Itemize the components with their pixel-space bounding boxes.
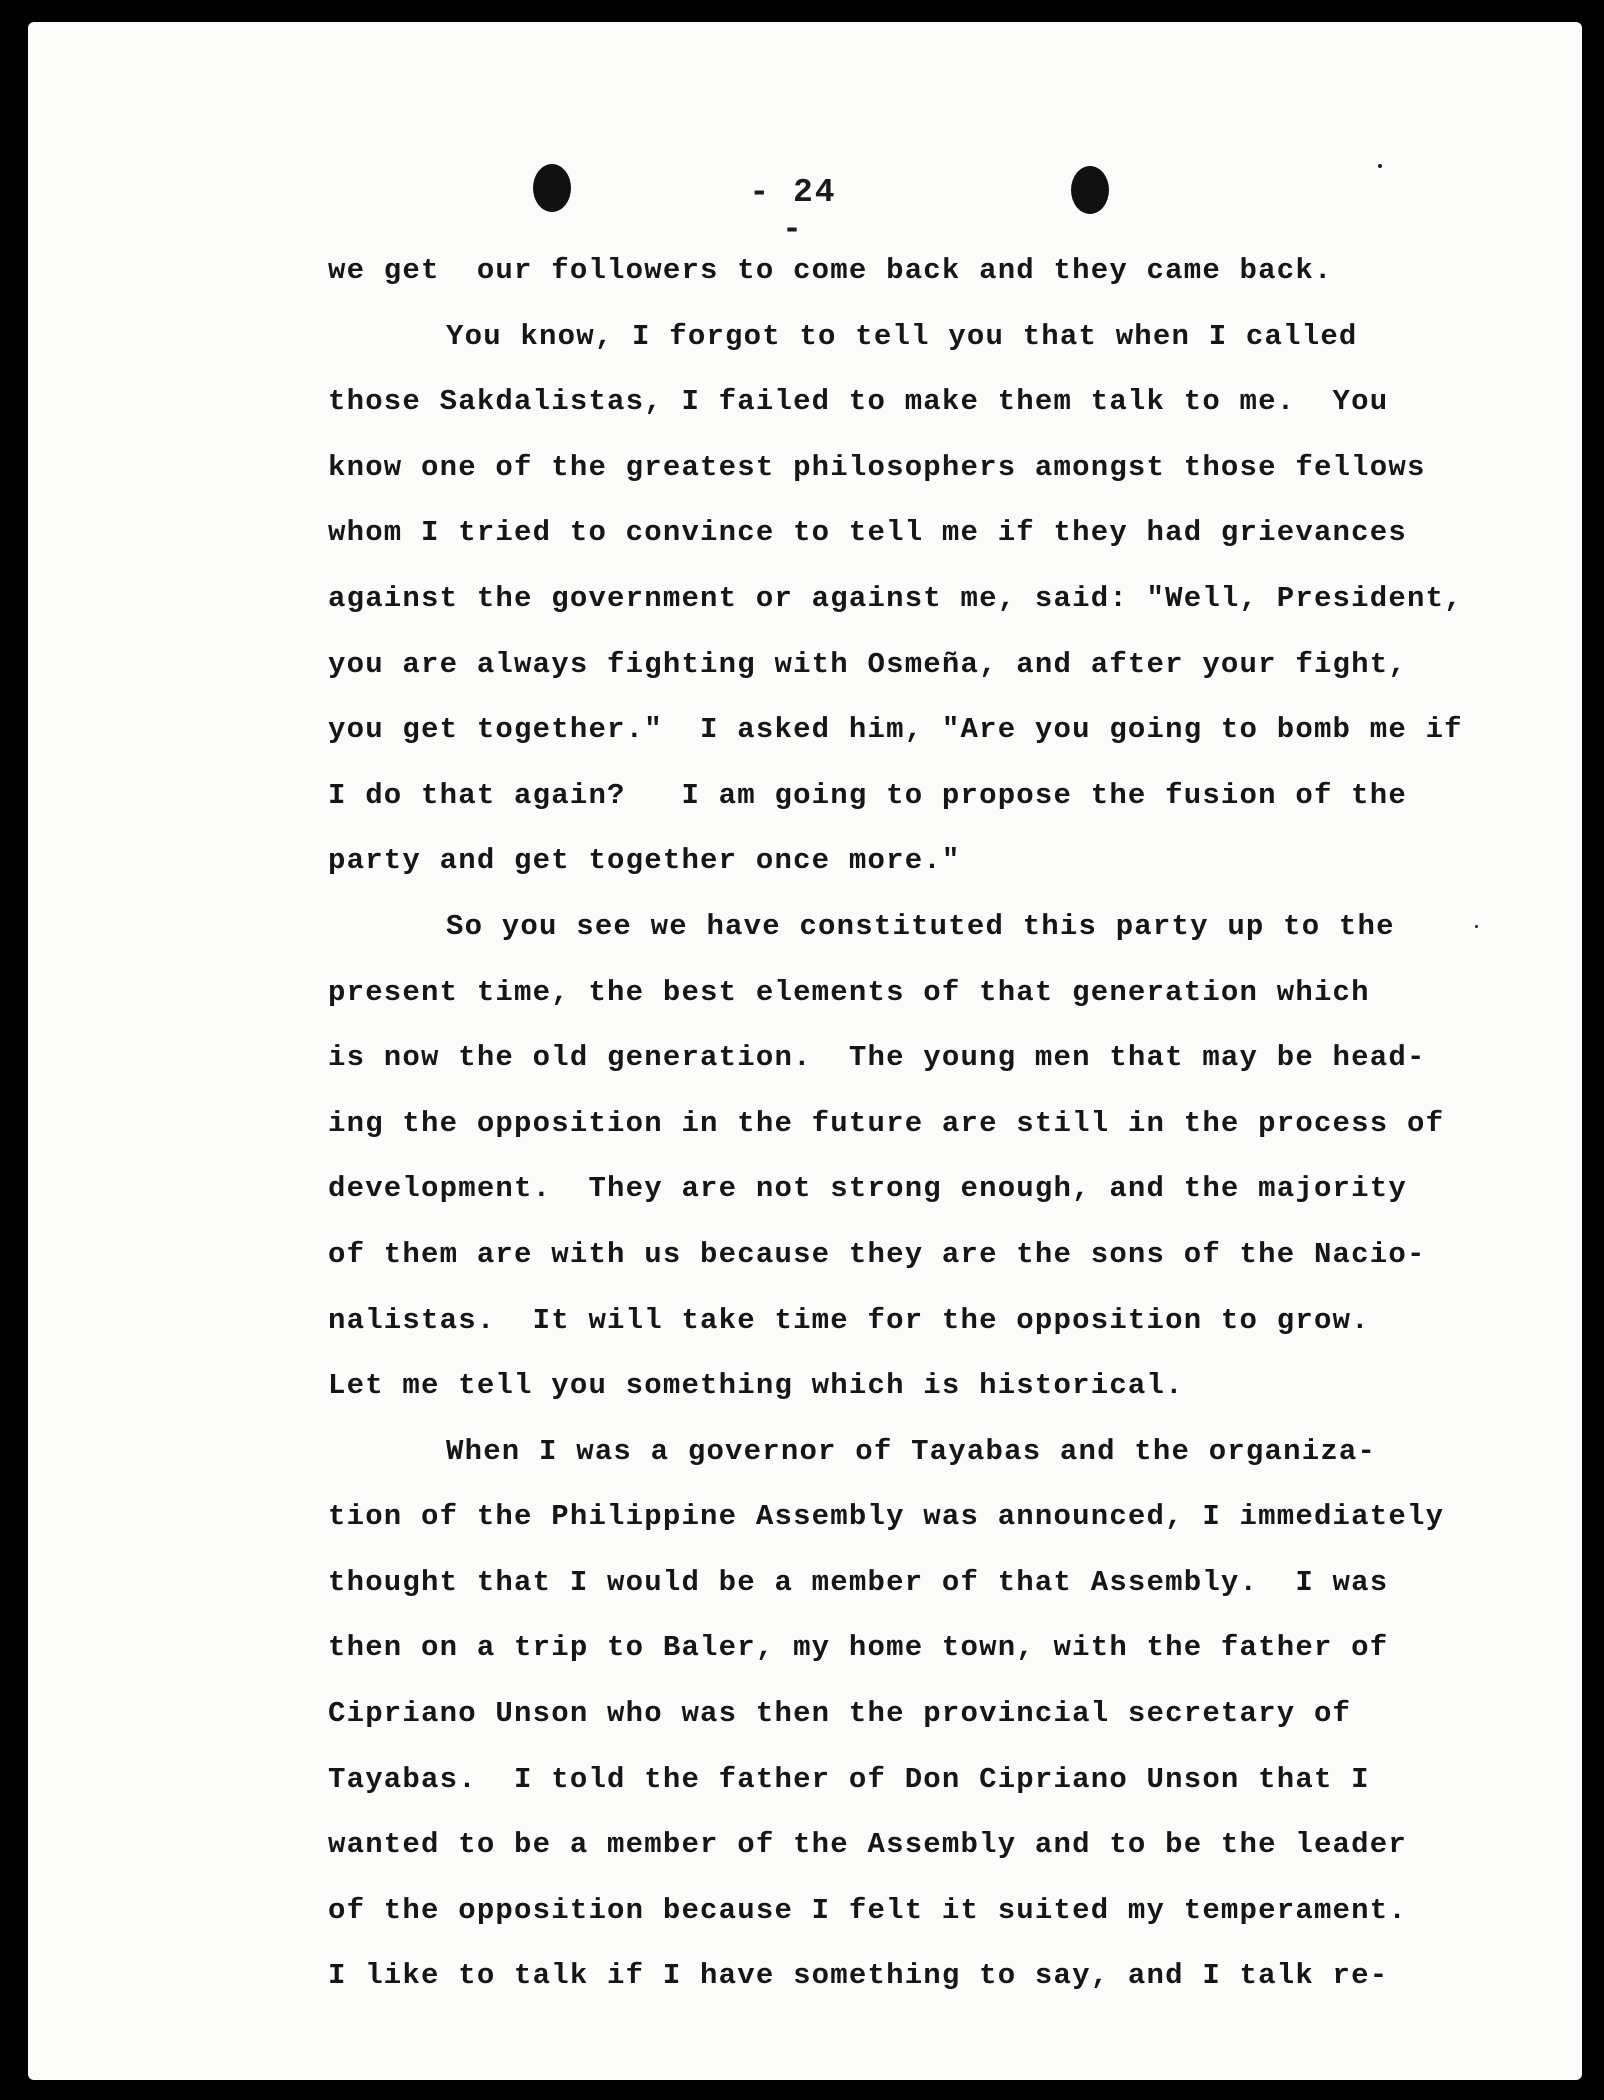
punch-hole-right [1071, 166, 1109, 214]
text-line: whom I tried to convince to tell me if they had grievances [328, 516, 1407, 550]
text-line: of the opposition because I felt it suited my temperament. [328, 1893, 1407, 1927]
text-line: I do that again? I am going to propose the fusion of the [328, 778, 1407, 812]
text-line: present time, the best elements of that generation which [328, 975, 1370, 1009]
text-line: development. They are not strong enough, and the majority [328, 1172, 1407, 1206]
text-line: those Sakdalistas, I failed to make them talk to me. You [328, 385, 1389, 419]
text-line: thought that I would be a member of that Assembly. I was [328, 1565, 1389, 1599]
text-line: is now the old generation. The young men that may be head- [328, 1041, 1426, 1075]
text-line: know one of the greatest philosophers amongst those fellows [328, 450, 1426, 484]
text-line: of them are with us because they are the sons of the Nacio- [328, 1237, 1426, 1271]
text-line: When I was a governor of Tayabas and the organiza- [446, 1434, 1377, 1468]
text-line: you get together." I asked him, "Are you going to bomb me if [328, 713, 1463, 747]
page-number: - 24 - [749, 174, 837, 248]
text-line: nalistas. It will take time for the opposition to grow. [328, 1303, 1370, 1337]
scan-speck [1378, 164, 1382, 168]
text-line: tion of the Philippine Assembly was announced, I immediately [328, 1500, 1445, 1534]
text-line: wanted to be a member of the Assembly and to be the leader [328, 1828, 1407, 1862]
text-line: Tayabas. I told the father of Don Cipriano Unson that I [328, 1762, 1370, 1796]
text-line: you are always fighting with Osmeña, and after your fight, [328, 647, 1407, 681]
text-line: So you see we have constituted this party up to the [446, 909, 1395, 943]
text-line: I like to talk if I have something to say, and I talk re- [328, 1959, 1389, 1993]
text-line: against the government or against me, said: "Well, President, [328, 581, 1463, 615]
text-line: party and get together once more." [328, 844, 961, 878]
text-line: Cipriano Unson who was then the provincial secretary of [328, 1697, 1352, 1731]
text-line: Let me tell you something which is historical. [328, 1369, 1184, 1403]
document-page [28, 22, 1582, 2080]
punch-hole-left [533, 164, 571, 212]
text-line: ing the opposition in the future are still in the process of [328, 1106, 1445, 1140]
text-line: You know, I forgot to tell you that when I called [446, 319, 1358, 353]
body-text [328, 238, 1528, 2009]
text-line: then on a trip to Baler, my home town, with the father of [328, 1631, 1389, 1665]
text-line: we get our followers to come back and they came back. [328, 254, 1333, 287]
scan-speck [1475, 925, 1478, 928]
